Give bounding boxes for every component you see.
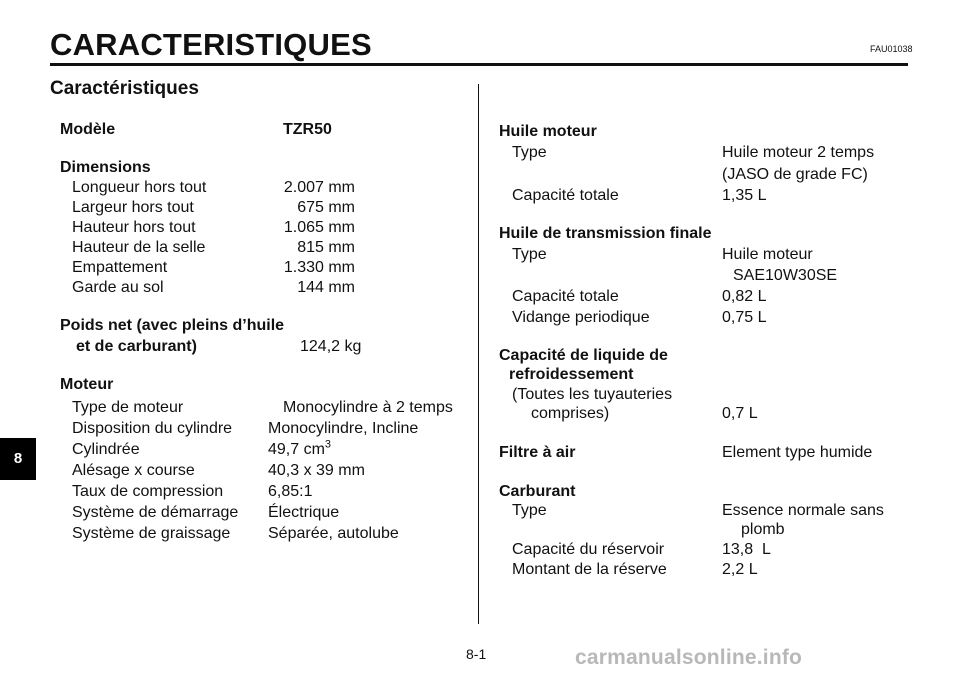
spec-label: Capacité totale — [512, 288, 619, 305]
spec-label: Type — [512, 144, 547, 161]
engine-oil-heading: Huile moteur — [499, 123, 597, 140]
dimensions-heading: Dimensions — [60, 159, 151, 176]
page-header-title: CARACTERISTIQUES — [50, 27, 372, 62]
section-title: Caractéristiques — [50, 78, 199, 99]
displacement-value: 49,7 cm — [268, 441, 325, 458]
chapter-tab: 8 — [0, 438, 36, 480]
spec-label: Type — [512, 502, 547, 519]
air-filter-label: Filtre à air — [499, 444, 576, 461]
spec-label: Type de moteur — [72, 399, 184, 416]
spec-value: Huile moteur — [722, 246, 813, 263]
spec-value: 0,7 L — [722, 405, 758, 422]
weight-heading-line2: et de carburant) — [76, 338, 197, 355]
spec-value: plomb — [741, 521, 785, 538]
spec-value: 144 mm — [297, 279, 355, 296]
spec-label: Hauteur de la selle — [72, 239, 206, 256]
spec-value: Séparée, autolube — [268, 525, 399, 542]
spec-value: 1,35 L — [722, 187, 767, 204]
spec-label: Disposition du cylindre — [72, 420, 233, 437]
spec-label: Hauteur hors tout — [72, 219, 196, 236]
spec-value: SAE10W30SE — [733, 267, 838, 284]
spec-value-displacement — [268, 440, 331, 460]
spec-label: Système de démarrage — [72, 504, 239, 521]
spec-value: Monocylindre à 2 temps — [283, 399, 453, 416]
spec-value: (JASO de grade FC) — [722, 166, 868, 183]
spec-label: Garde au sol — [72, 279, 164, 296]
spec-value: 6,85:1 — [268, 483, 313, 500]
coolant-note-line1: (Toutes les tuyauteries — [512, 386, 673, 403]
coolant-heading-line1: Capacité de liquide de — [499, 347, 668, 364]
displacement-exponent: 3 — [324, 438, 332, 451]
fuel-heading: Carburant — [499, 483, 576, 500]
column-divider — [478, 84, 479, 624]
spec-value: 1.330 mm — [283, 259, 355, 276]
spec-value: Huile moteur 2 temps — [722, 144, 875, 161]
transmission-oil-heading: Huile de transmission finale — [499, 225, 712, 242]
spec-label: Type — [512, 246, 547, 263]
spec-value: Monocylindre, Incline — [268, 420, 419, 437]
spec-label: Empattement — [72, 259, 168, 276]
spec-label: Vidange periodique — [512, 309, 650, 326]
model-value: TZR50 — [283, 121, 332, 138]
spec-value: 2.007 mm — [283, 179, 355, 196]
spec-value: Essence normale sans — [722, 502, 884, 519]
spec-label: Longueur hors tout — [72, 179, 207, 196]
header-rule — [50, 63, 908, 66]
spec-label: Cylindrée — [72, 441, 140, 458]
spec-value: Électrique — [268, 504, 340, 521]
spec-label: Taux de compression — [72, 483, 224, 500]
engine-heading: Moteur — [60, 376, 114, 393]
document-code: FAU01038 — [870, 44, 913, 54]
spec-value: 2,2 L — [722, 561, 758, 578]
spec-value: 1.065 mm — [283, 219, 355, 236]
spec-value: 40,3 x 39 mm — [268, 462, 365, 479]
spec-label: Montant de la réserve — [512, 561, 667, 578]
coolant-heading-line2: refroidessement — [509, 366, 634, 383]
weight-heading-line1: Poids net (avec pleins d’huile — [60, 317, 285, 334]
weight-value: 124,2 kg — [300, 338, 362, 355]
spec-label: Capacité du réservoir — [512, 541, 665, 558]
spec-label: Capacité totale — [512, 187, 619, 204]
spec-value: 675 mm — [297, 199, 355, 216]
spec-value: 13,8 L — [722, 541, 771, 558]
spec-value: 0,82 L — [722, 288, 767, 305]
spec-label: Alésage x course — [72, 462, 195, 479]
watermark: carmanualsonline.info — [575, 646, 803, 669]
spec-label: Système de graissage — [72, 525, 231, 542]
page-number: 8-1 — [466, 646, 487, 662]
spec-value: 0,75 L — [722, 309, 767, 326]
spec-value: Element type humide — [722, 444, 873, 461]
model-label: Modèle — [60, 121, 116, 138]
coolant-note-line2: comprises) — [531, 405, 610, 422]
spec-label: Largeur hors tout — [72, 199, 194, 216]
spec-value: 815 mm — [297, 239, 355, 256]
